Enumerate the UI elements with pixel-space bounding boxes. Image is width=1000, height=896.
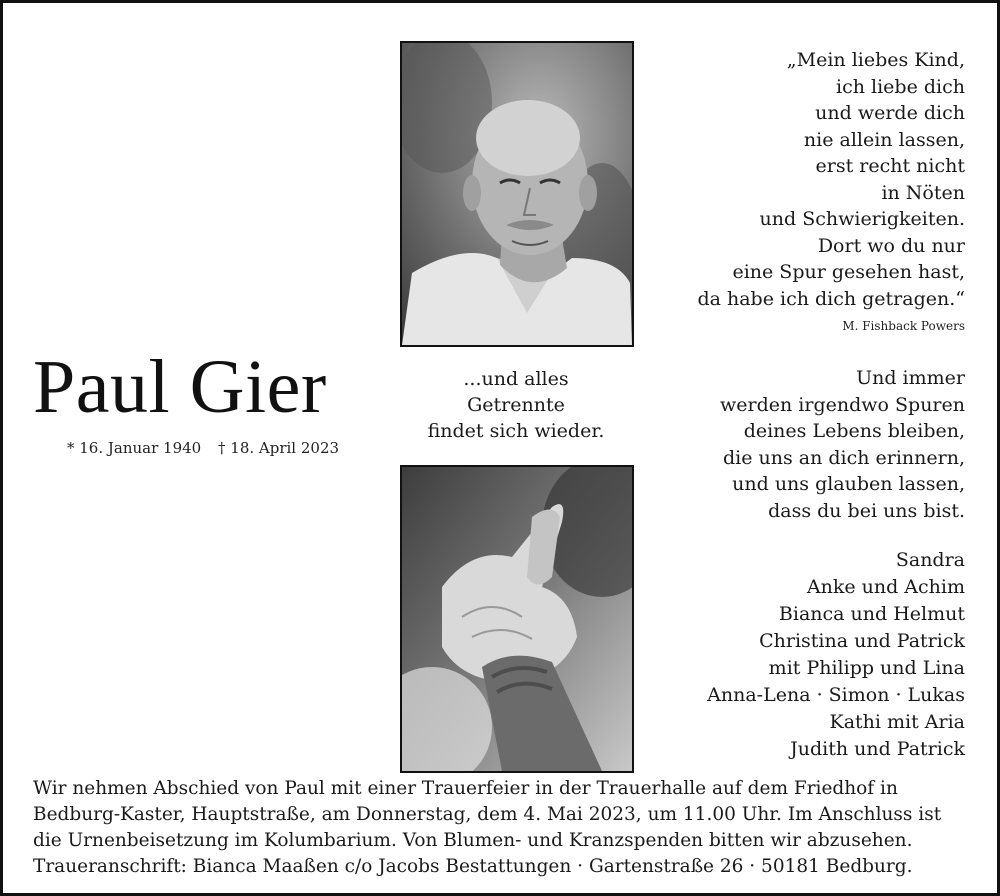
- funeral-notice: [33, 776, 977, 880]
- life-dates: [67, 439, 351, 457]
- family-member: Anke und Achim: [806, 576, 965, 598]
- family-member: Sandra: [895, 549, 965, 571]
- deceased-name: Paul Gier: [33, 345, 327, 429]
- motto-line: Getrennte: [467, 394, 565, 416]
- notice-line: die Urnenbeisetzung im Kolumbarium. Von Blumen- und Kranzspenden bitten wir abzusehen.: [33, 830, 913, 851]
- hands-photo: [400, 465, 634, 773]
- quote-line: und werde dich: [815, 102, 965, 124]
- notice-line: Bedburg-Kaster, Hauptstraße, am Donnerstag, dem 4. Mai 2023, um 11.00 Uhr. Im Anschluss ist: [33, 804, 942, 825]
- quote-line: und Schwierigkeiten.: [759, 208, 965, 230]
- poem-line: dass du bei uns bist.: [768, 499, 965, 522]
- quote-line: da habe ich dich getragen.“: [697, 287, 965, 310]
- family-member: mit Philipp und Lina: [768, 657, 965, 679]
- notice-line: Traueranschrift: Bianca Maaßen c/o Jacobs Bestattungen · Gartenstraße 26 · 50181 Bedburg.: [33, 856, 913, 877]
- death-date: † 18. April 2023: [218, 439, 340, 457]
- quote-line: Dort wo du nur: [817, 234, 965, 257]
- family-member: Judith und Patrick: [790, 738, 965, 760]
- quote: [697, 47, 965, 312]
- poem-line: deines Lebens bleiben,: [743, 420, 965, 442]
- motto-line: ...und alles: [463, 368, 569, 390]
- poem-line: werden irgendwo Spuren: [720, 393, 965, 416]
- quote-line: „Mein liebes Kind,: [786, 49, 965, 71]
- poem-line: Und immer: [856, 367, 965, 389]
- family-list: [707, 547, 965, 763]
- motto-line: findet sich wieder.: [427, 420, 605, 442]
- quote-line: nie allein lassen,: [803, 128, 965, 151]
- birth-date: * 16. Januar 1940: [67, 439, 202, 457]
- quote-line: erst recht nicht: [815, 155, 965, 177]
- family-member: Christina und Patrick: [759, 630, 965, 652]
- quote-line: eine Spur gesehen hast,: [732, 261, 965, 283]
- quote-author: M. Fishback Powers: [842, 319, 965, 333]
- notice-line: Wir nehmen Abschied von Paul mit einer Trauerfeier in der Trauerhalle auf dem Friedhof in: [33, 778, 898, 799]
- portrait-photo: [400, 41, 634, 347]
- family-member: Kathi mit Aria: [829, 711, 965, 733]
- family-member: Bianca und Helmut: [778, 603, 965, 625]
- poem-line: und uns glauben lassen,: [732, 473, 965, 495]
- family-member: Anna-Lena · Simon · Lukas: [707, 684, 965, 706]
- quote-line: ich liebe dich: [836, 75, 965, 98]
- quote-line: in Nöten: [881, 181, 965, 204]
- motto: [403, 366, 629, 444]
- poem: [720, 365, 965, 524]
- poem-line: die uns an dich erinnern,: [722, 446, 965, 469]
